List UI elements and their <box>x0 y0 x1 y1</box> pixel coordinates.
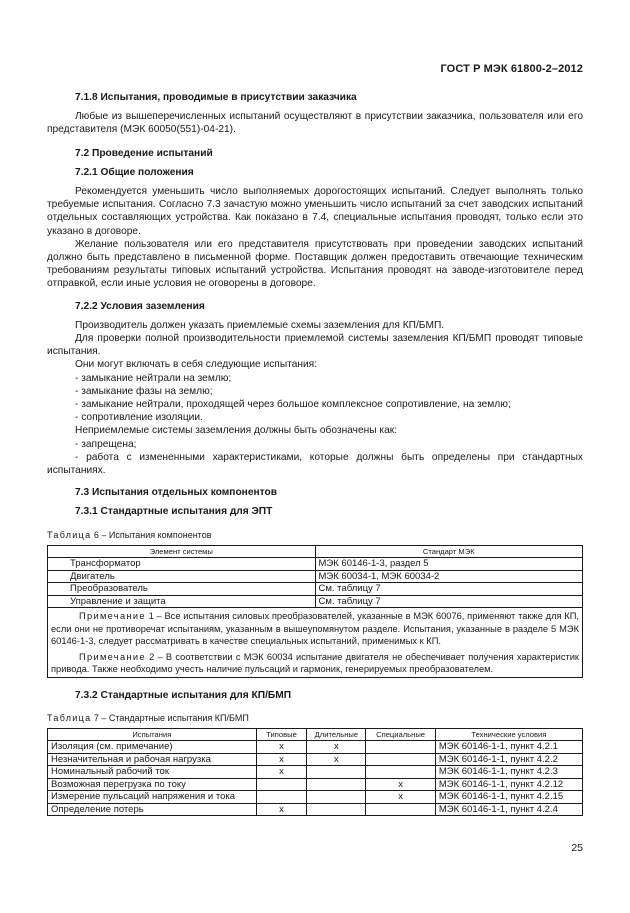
table-cell: Управление и защита <box>48 595 316 608</box>
table-cell: Незначительная и рабочая нагрузка <box>48 753 257 766</box>
table-cell: МЭК 60146-1-1, пункт 4.2.12 <box>435 778 582 791</box>
table-cell <box>307 778 366 791</box>
list-item: - замыкание нейтрали на землю; <box>75 372 232 384</box>
table-row <box>48 583 583 596</box>
column-header: Элемент системы <box>48 545 316 558</box>
column-header: Стандарт МЭК <box>315 545 583 558</box>
table-cell: x <box>307 741 366 754</box>
table-cell <box>307 766 366 779</box>
list-item: - сопротивление изоляции. <box>75 412 203 424</box>
table-cell: Трансформатор <box>48 558 316 571</box>
table-cell: Преобразователь <box>48 583 316 596</box>
table-cell: x <box>256 753 307 766</box>
paragraph: Для проверки полной производительности приемлемой системы заземления КП/БМП проводят типовые испытания. <box>47 333 583 358</box>
table-row <box>48 595 583 608</box>
table-7-caption: Таблица 7 – Стандартные испытания КП/БМП <box>47 712 249 723</box>
heading-7-1-8: 7.1.8 Испытания, проводимые в присутствии заказчика <box>75 92 357 103</box>
paragraph: Неприемлемые системы заземления должны быть обозначены как: <box>75 425 398 437</box>
list-item: - запрещена; <box>75 438 137 450</box>
table-cell: Изоляция (см. примечание) <box>48 741 257 754</box>
column-header: Длительные <box>307 728 366 741</box>
table-cell: Двигатель <box>48 570 316 583</box>
note-1: Примечание 1 – Все испытания силовых преобразователей, указанные в МЭК 60076, применяют также для КП, если они не противоречат испытаниям, указанным в вышеупомянутом разделе. Испытания, указанные в разделе 5 МЭК 60146-1-3, следует рассматривать в качестве специальных испытаний, применимых к КП. <box>51 611 579 646</box>
table-7 <box>47 728 583 817</box>
list-item: - замыкание фазы на землю; <box>75 385 213 397</box>
table-cell: Определение потерь <box>48 803 257 816</box>
table-row <box>48 741 583 754</box>
table-cell: МЭК 60146-1-1, пункт 4.2.4 <box>435 803 582 816</box>
table-cell <box>366 766 436 779</box>
table-row <box>48 803 583 816</box>
table-row <box>48 558 583 571</box>
heading-7-3: 7.3 Испытания отдельных компонентов <box>75 487 277 499</box>
column-header: Специальные <box>366 728 436 741</box>
table-cell <box>307 803 366 816</box>
table-row <box>48 753 583 766</box>
table-notes <box>48 608 583 678</box>
table-note-row <box>48 608 583 678</box>
list-item: - замыкание нейтрали, проходящей через большое комплексное сопротивление, на землю; <box>75 399 511 411</box>
table-row <box>48 791 583 804</box>
paragraph: Рекомендуется уменьшить число выполняемых дорогостоящих испытаний. Следует выполнять только требуемые испытания. Согласно 7.3 зачастую можно уменьшить число испытаний за счет заводских испытаний отдельных составляющих устройства. Как показано в 7.4, специальные испытания проводят, только если это указано в договоре. <box>47 186 583 237</box>
paragraph: Желание пользователя или его представителя присутствовать при проведении заводских испытаний должно быть представлено в письменной форме. Поставщик должен предоставить отвечающие техническим требованиям результаты типовых испытаний устройства. Испытания проводят на заводе-изготовителе перед отправкой, если иные условия не оговорены в договоре. <box>47 238 583 290</box>
table-cell <box>366 741 436 754</box>
table-cell: Номинальный рабочий ток <box>48 766 257 779</box>
table-cell: Возможная перегрузка по току <box>48 778 257 791</box>
table-cell: x <box>256 766 307 779</box>
table-cell: МЭК 60146-1-1, пункт 4.2.1 <box>435 741 582 754</box>
table-cell: x <box>307 753 366 766</box>
page-number: 25 <box>571 842 583 854</box>
heading-7-2-1: 7.2.1 Общие положения <box>75 166 194 178</box>
table-cell: МЭК 60146-1-1, пункт 4.2.15 <box>435 791 582 804</box>
table-cell: См. таблицу 7 <box>315 583 583 596</box>
table-cell <box>366 803 436 816</box>
heading-7-2-2: 7.2.2 Условия заземления <box>75 300 205 312</box>
table-cell: МЭК 60146-1-1, пункт 4.2.2 <box>435 753 582 766</box>
paragraph: Производитель должен указать приемлемые схемы заземления для КП/БМП. <box>75 319 445 331</box>
table-header-row <box>48 545 583 558</box>
table-cell: См. таблицу 7 <box>315 595 583 608</box>
table-row <box>48 778 583 791</box>
table-cell: x <box>256 803 307 816</box>
table-cell: МЭК 60034-1, МЭК 60034-2 <box>315 570 583 583</box>
table-cell <box>366 753 436 766</box>
table-cell: МЭК 60146-1-1, пункт 4.2.3 <box>435 766 582 779</box>
heading-7-2: 7.2 Проведение испытаний <box>75 147 213 159</box>
table-cell: Измерение пульсаций напряжения и тока <box>48 791 257 804</box>
table-row <box>48 766 583 779</box>
table-cell <box>256 778 307 791</box>
paragraph: Они могут включать в себя следующие испытания: <box>75 359 318 371</box>
table-cell: МЭК 60146-1-3, раздел 5 <box>315 558 583 571</box>
table-cell: x <box>366 791 436 804</box>
column-header: Типовые <box>256 728 307 741</box>
document-code: ГОСТ Р МЭК 61800-2–2012 <box>440 63 583 75</box>
heading-7-3-2: 7.3.2 Стандартные испытания для КП/БМП <box>75 690 292 702</box>
table-6 <box>47 545 583 679</box>
table-header-row <box>48 728 583 741</box>
table-cell: x <box>256 741 307 754</box>
paragraph: Любые из вышеперечисленных испытаний осуществляют в присутствии заказчика, пользователя или его представителя (МЭК 60050(551)-04-21). <box>47 111 583 136</box>
heading-7-3-1: 7.3.1 Стандартные испытания для ЭПТ <box>75 506 273 518</box>
table-row <box>48 570 583 583</box>
table-cell <box>307 791 366 804</box>
table-cell <box>256 791 307 804</box>
column-header: Испытания <box>48 728 257 741</box>
table-6-caption: Таблица 6 – Испытания компонентов <box>47 529 212 540</box>
page-content <box>47 91 583 816</box>
note-2: Примечание 2 – В соответствии с МЭК 60034 испытание двигателя не обеспечивает получения характеристик привода. Также необходимо учесть наличие пульсаций и гармоник, генерируемых преобразователем. <box>51 652 579 675</box>
list-item: - работа с измененными характеристиками, которые должны быть определены при стандартных испытаниях. <box>47 451 583 477</box>
column-header: Технические условия <box>435 728 582 741</box>
table-cell: x <box>366 778 436 791</box>
